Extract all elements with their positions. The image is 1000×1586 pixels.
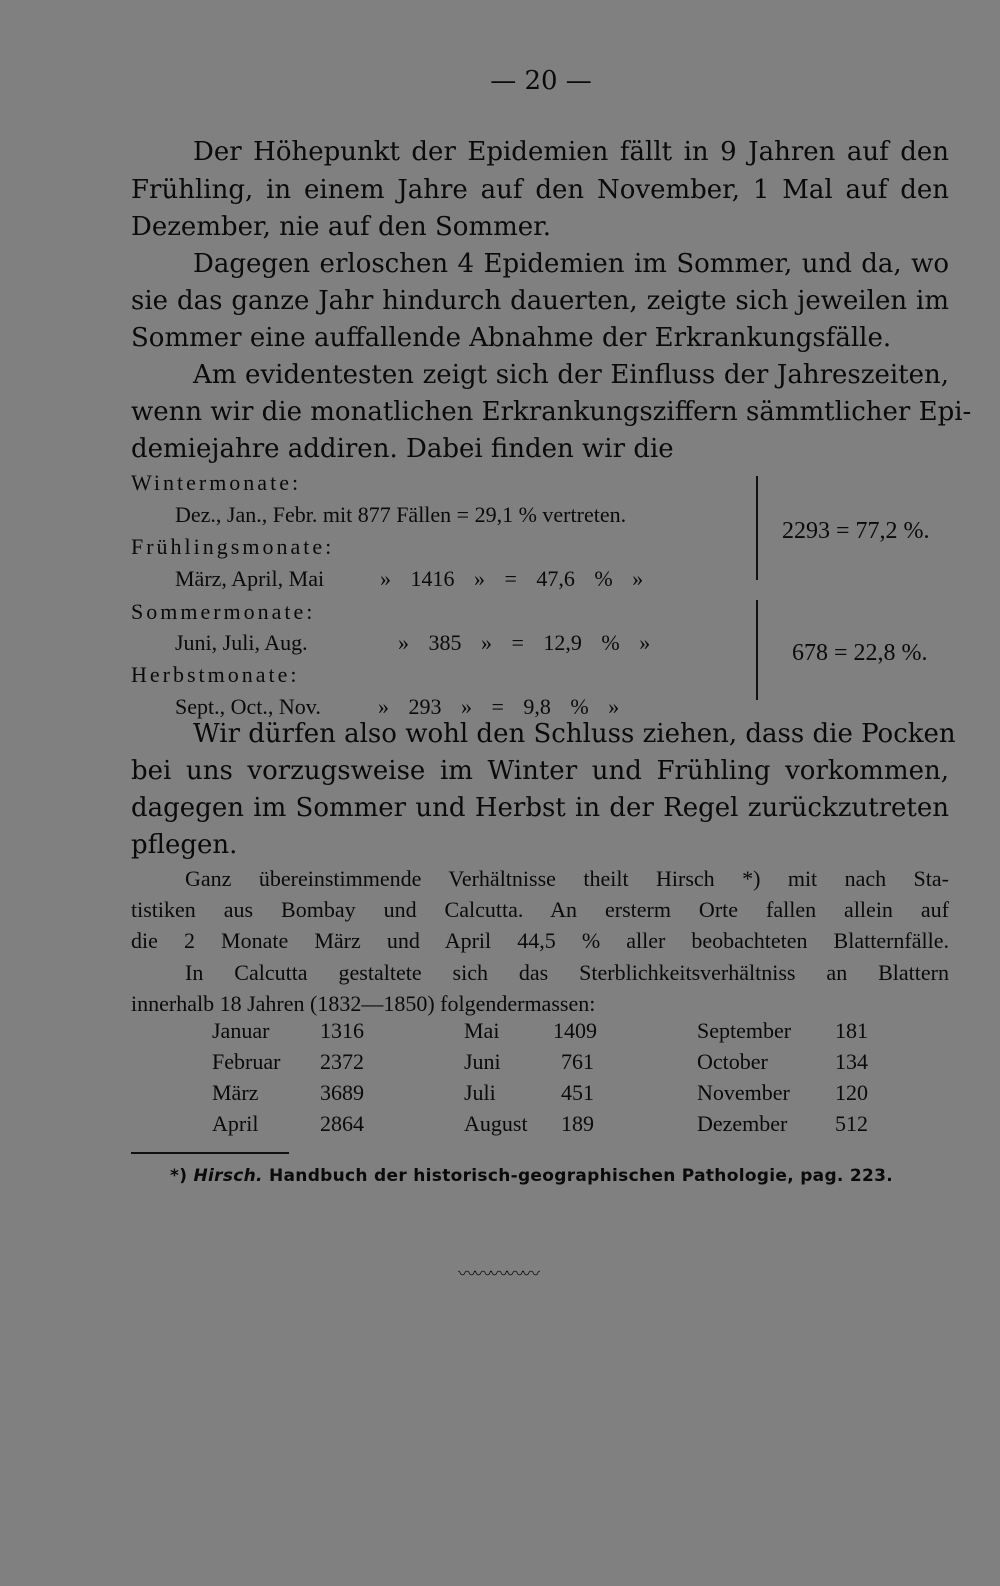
text-line: demiejahre addiren. Dabei finden wir die [131,434,674,464]
table-month: Februar [212,1049,281,1074]
text-line: die 2 Monate März und April 44,5 % aller beobachteten Blatternfälle. [131,928,949,953]
table-month: November [697,1080,790,1105]
season-values: » 385 » = 12,9 % » [398,630,651,655]
text-line: sie das ganze Jahr hindurch dauerten, zeigte sich jeweilen im [131,286,949,316]
table-value: 1316 [320,1018,364,1043]
text-line: wenn wir die monatlichen Erkrankungsziffern sämmtlicher Epi- [131,397,972,427]
text-line: Frühling, in einem Jahre auf den November, 1 Mal auf den [131,175,949,205]
text-line: Sommer eine auffallende Abnahme der Erkrankungsfälle. [131,323,892,353]
text-line: Ganz übereinstimmende Verhältnisse theilt Hirsch *) mit nach Sta- [185,866,949,891]
text-line: bei uns vorzugsweise im Winter und Frühling vorkommen, [131,756,949,786]
text-line: pflegen. [131,830,238,860]
table-month: October [697,1049,768,1074]
table-value: 761 [561,1049,594,1074]
table-value: 189 [561,1111,594,1136]
table-value: 181 [835,1018,868,1043]
page-number: — 20 — [490,66,592,96]
table-value: 120 [835,1080,868,1105]
table-value: 512 [835,1111,868,1136]
table-month: April [212,1111,259,1136]
text-line: Der Höhepunkt der Epidemien fällt in 9 Jahren auf den [193,137,949,167]
table-month: August [464,1111,528,1136]
table-value: 134 [835,1049,868,1074]
text-line: Dezember, nie auf den Sommer. [131,212,551,242]
table-month: Dezember [697,1111,788,1136]
text-line: Wir dürfen also wohl den Schluss ziehen, dass die Pocken [193,719,956,749]
season-label: Herbstmonate: [131,662,300,687]
table-month: Mai [464,1018,500,1043]
table-value: 2864 [320,1111,364,1136]
footnote-author: Hirsch. [193,1166,263,1186]
table-month: Juli [464,1080,496,1105]
table-value: 3689 [320,1080,364,1105]
text-line: In Calcutta gestaltete sich das Sterblichkeitsverhältniss an Blattern [185,960,949,985]
footnote [170,1166,893,1186]
footnote-text: Handbuch der historisch-geographischen Pathologie, pag. 223. [269,1166,894,1186]
season-values: » 1416 » = 47,6 % » [380,566,644,591]
table-month: September [697,1018,792,1043]
text-line: innerhalb 18 Jahren (1832—1850) folgendermassen: [131,991,596,1016]
text-line: Am evidentesten zeigt sich der Einfluss der Jahreszeiten, [193,360,949,390]
season-label: Wintermonate: [131,470,302,495]
text-line: tistiken aus Bombay und Calcutta. An ersterm Orte fallen allein auf [131,897,949,922]
table-value: 1409 [553,1018,597,1043]
footnote-rule [131,1152,289,1154]
ornament: 〰〰〰〰〰 [458,1264,538,1285]
table-month: Januar [212,1018,270,1043]
season-months: März, April, Mai [175,566,325,591]
table-month: Juni [464,1049,501,1074]
season-values: » 293 » = 9,8 % » [378,694,620,719]
season-label: Frühlingsmonate: [131,534,335,559]
table-value: 2372 [320,1049,364,1074]
table-value: 451 [561,1080,594,1105]
season-label: Sommermonate: [131,599,316,624]
brace-lower [748,600,758,700]
brace-upper [748,476,758,580]
text-line: Dagegen erloschen 4 Epidemien im Sommer, und da, wo [193,249,949,279]
sum-upper: 2293 = 77,2 %. [782,518,930,544]
table-month: März [212,1080,259,1105]
season-row: Dez., Jan., Febr. mit 877 Fällen = 29,1 % vertreten. [175,502,627,527]
season-months: Sept., Oct., Nov. [175,694,321,719]
sum-lower: 678 = 22,8 %. [792,640,928,666]
footnote-mark: *) [170,1166,188,1186]
season-months: Juni, Juli, Aug. [175,630,308,655]
text-line: dagegen im Sommer und Herbst in der Regel zurückzutreten [131,793,949,823]
